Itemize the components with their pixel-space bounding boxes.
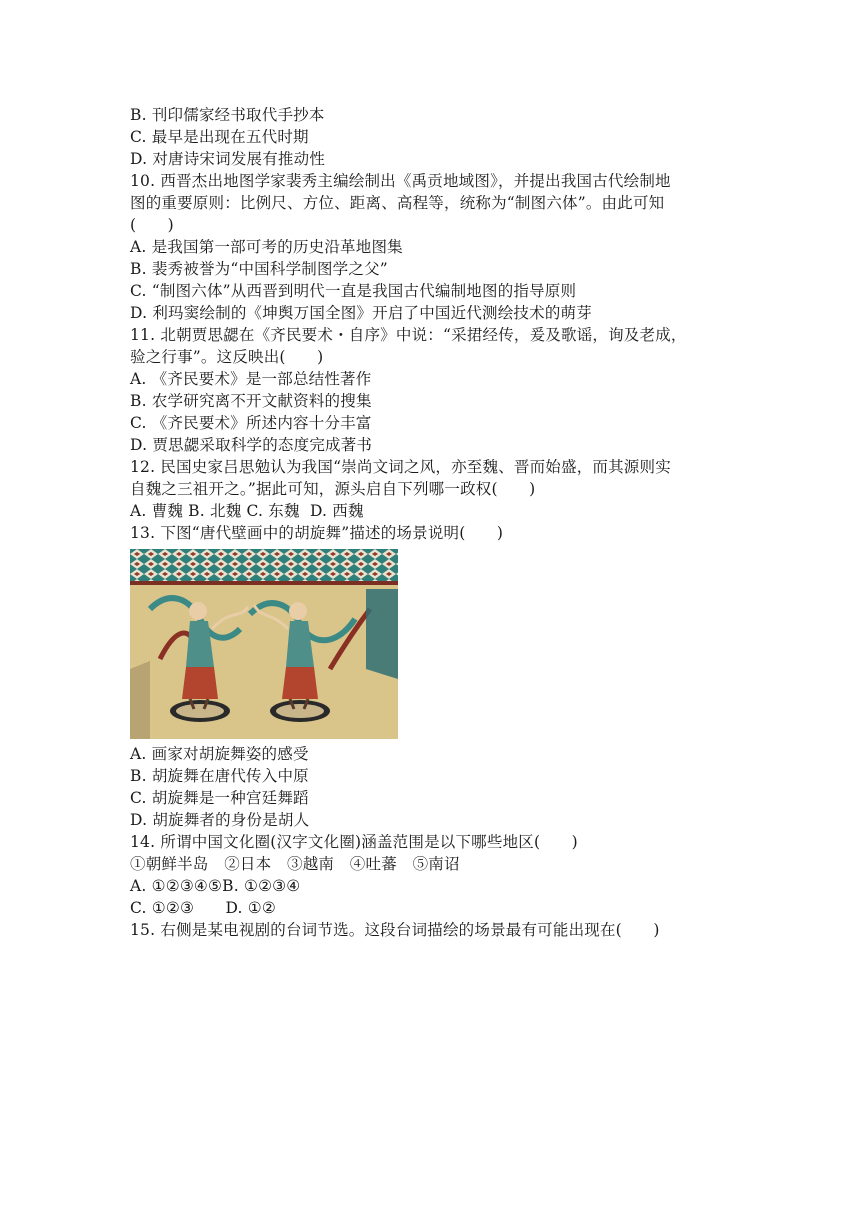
text-block-after-image — [130, 743, 750, 941]
question-13-line: 13. 下图“唐代壁画中的胡旋舞”描述的场景说明( ) — [130, 524, 504, 542]
exam-page — [130, 104, 750, 941]
option-line: B. 胡旋舞在唐代传入中原 — [130, 767, 309, 785]
question-10-line: 10. 西晋杰出地图学家裴秀主编绘制出《禹贡地域图》，并提出我国古代绘制地 — [130, 172, 671, 190]
question-12-line: 12. 民国史家吕思勉认为我国“崇尚文词之风，亦至魏、晋而始盛，而其源则实 — [130, 458, 671, 476]
option-line: C. ①②③ D. ①② — [130, 899, 276, 917]
option-line: D. 对唐诗宋词发展有推动性 — [130, 150, 326, 168]
question-10-line: 图的重要原则：比例尺、方位、距离、高程等，统称为“制图六体”。由此可知 — [130, 194, 665, 212]
question-11-line: 11. 北朝贾思勰在《齐民要术・自序》中说：“采捃经传，爰及歌谣，询及老成， — [130, 326, 687, 344]
question-15-line: 15. 右侧是某电视剧的台词节选。这段台词描绘的场景最有可能出现在( ) — [130, 921, 660, 939]
option-line: D. 利玛窦绘制的《坤舆万国全图》开启了中国近代测绘技术的萌芽 — [130, 304, 592, 322]
question-11-line: 验之行事”。这反映出( ) — [130, 348, 324, 366]
option-line: A. 是我国第一部可考的历史沿革地图集 — [130, 238, 403, 256]
option-line: A. 画家对胡旋舞姿的感受 — [130, 745, 309, 763]
text-block-before-image — [130, 104, 750, 544]
option-line: C. 《齐民要术》所述内容十分丰富 — [130, 414, 372, 432]
option-line: C. 胡旋舞是一种宫廷舞蹈 — [130, 789, 309, 807]
option-line: D. 贾思勰采取科学的态度完成著书 — [130, 436, 373, 454]
option-line: A. 曹魏 B. 北魏 C. 东魏 D. 西魏 — [130, 502, 364, 520]
question-14-choices-line: ①朝鲜半岛 ②日本 ③越南 ④吐蕃 ⑤南诏 — [130, 855, 460, 873]
option-line: A. ①②③④⑤B. ①②③④ — [130, 877, 301, 895]
option-line: B. 农学研究离不开文献资料的搜集 — [130, 392, 372, 410]
option-line: C. “制图六体”从西晋到明代一直是我国古代编制地图的指导原则 — [130, 282, 577, 300]
option-line: B. 裴秀被誉为“中国科学制图学之父” — [130, 260, 388, 278]
huxuan-dance-mural-image — [130, 549, 398, 739]
question-12-line: 自魏之三祖开之。”据此可知，源头启自下列哪一政权( ) — [130, 480, 536, 498]
option-line: C. 最早是出现在五代时期 — [130, 128, 309, 146]
option-line: D. 胡旋舞者的身份是胡人 — [130, 811, 310, 829]
question-14-line: 14. 所谓中国文化圈(汉字文化圈)涵盖范围是以下哪些地区( ) — [130, 833, 578, 851]
question-10-line: ( ) — [130, 216, 174, 234]
option-line: B. 刊印儒家经书取代手抄本 — [130, 106, 325, 124]
option-line: A. 《齐民要术》是一部总结性著作 — [130, 370, 372, 388]
